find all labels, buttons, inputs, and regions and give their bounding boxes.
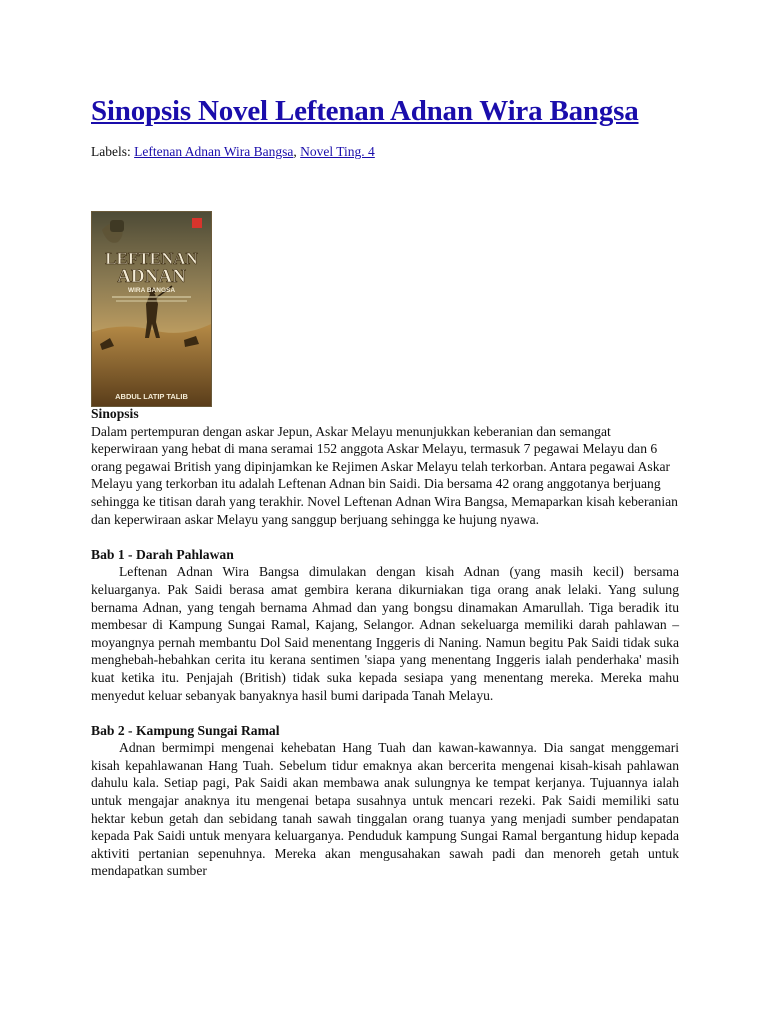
- labels-prefix: Labels:: [91, 144, 131, 159]
- post-title-link[interactable]: Sinopsis Novel Leftenan Adnan Wira Bangsa: [91, 95, 639, 127]
- chapter-2-text: Adnan bermimpi mengenai kehebatan Hang Tuah dan kawan-kawannya. Dia sangat menggemari kisah kepahlawanan Hang Tuah. Sebelum tidur emaknya akan bercerita mengenai kisah-kisah pahlawan dahulu kala. Setiap pagi, Pak Saidi akan membawa anak sulungnya ke tempat kerjanya. Tujuannya ialah untuk mengajar anaknya itu mengenai betapa susahnya untuk mencari rezeki. Pak Saidi memiliki satu hektar kebun getah dan sebidang tanah sawah tinggalan orang tuanya yang menjadi sumber pendapatan kepada Pak Saidi untuk menyara keluarganya. Penduduk kampung Sungai Ramal bergantung hidup kepada aktiviti pertanian sepenuhnya. Mereka akan mengusahakan sawah padi dan menoreh getah untuk mendapatkan sumber: [91, 740, 679, 879]
- post-body: [91, 405, 679, 880]
- book-cover-image[interactable]: [91, 211, 212, 407]
- label-link-leftenan-adnan[interactable]: Leftenan Adnan Wira Bangsa: [134, 144, 294, 159]
- post-title: [91, 95, 639, 128]
- cover-subtitle: WIRA BANGSA: [127, 287, 176, 294]
- synopsis-heading: Sinopsis: [91, 406, 139, 421]
- label-link-novel-ting-4[interactable]: Novel Ting. 4: [300, 144, 375, 159]
- post-labels: Labels: Leftenan Adnan Wira Bangsa, Novel Ting. 4: [91, 144, 375, 159]
- synopsis-text: Dalam pertempuran dengan askar Jepun, Askar Melayu menunjukkan keberanian dan semangat keperwiraan yang hebat di mana seramai 152 anggota Askar Melayu, termasuk 7 pegawai Melayu dan 6 orang pegawai British yang dipinjamkan ke Rejimen Askar Melayu telah terkorban. Antara pegawai Askar Melayu yang terkorban itu adalah Leftenan Adnan bin Saidi. Dia bersama 42 orang anggotanya berjuang sehingga ke titisan darah yang terakhir. Novel Leftenan Adnan Wira Bangsa, Memaparkan kisah keberanian dan keperwiraan askar Melayu yang sanggup berjuang sehingga ke hujung nyawa.: [91, 423, 678, 527]
- cover-title-line2: ADNAN: [117, 266, 186, 287]
- cover-author: ABDUL LATIP TALIB: [115, 392, 188, 401]
- chapter-2-heading: Bab 2 - Kampung Sungai Ramal: [91, 722, 280, 738]
- cover-title-line1: LEFTENAN: [105, 249, 198, 268]
- chapter-1-heading: Bab 1 - Darah Pahlawan: [91, 546, 234, 562]
- chapter-1-text: Leftenan Adnan Wira Bangsa dimulakan dengan kisah Adnan (yang masih kecil) bersama keluarganya. Pak Saidi berasa amat gembira kerana dikurniakan tiga orang anak lelaki. Yang sulung bernama Adnan, yang tengah bernama Ahmad dan yang bongsu dinamakan Amarullah. Tiga beradik itu membesar di Kampung Sungai Ramal, Kajang, Selangor. Adnan sekeluarga memiliki darah pahlawan – moyangnya pernah membantu Dol Said menentang Inggeris di Naning. Namun begitu Pak Saidi tidak suka menghebah-hebahkan cerita itu kerana sentimen 'siapa yang menentang Inggeris ialah penderhaka' masih kuat ketika itu. Penjajah (British) tidak suka kepada sesiapa yang menentang mereka. Mereka mahu menyedut keluar sebanyak banyaknya hasil bumi daripada Tanah Melayu.: [91, 564, 679, 703]
